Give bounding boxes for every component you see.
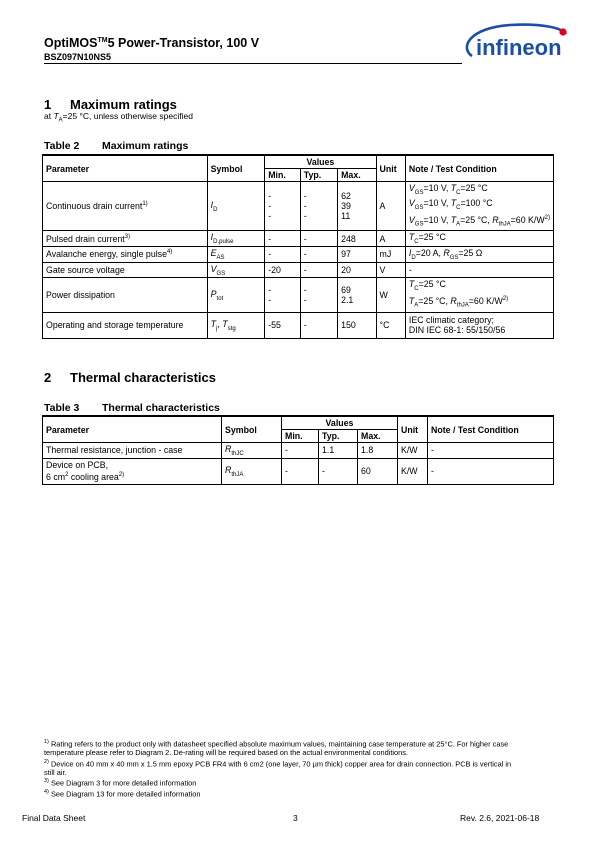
th-min: Min.: [282, 430, 319, 443]
footnote-ref: 2): [544, 214, 550, 221]
symbol: E: [210, 247, 217, 258]
table-row: [43, 312, 554, 338]
th-typ: Typ.: [319, 430, 358, 443]
th-parameter: Parameter: [43, 155, 208, 182]
value: -: [303, 191, 307, 202]
param-cell: [43, 231, 208, 247]
note-line: IEC climatic category;: [408, 315, 494, 326]
symbol-sub: AS: [216, 254, 225, 261]
sub: C: [456, 204, 461, 211]
table-row: [43, 262, 554, 278]
footnote-mark: 2): [44, 758, 49, 765]
symbol: P: [210, 288, 217, 299]
param-cell: [43, 458, 222, 484]
unit-cell: A: [376, 231, 405, 247]
table3-title: Thermal characteristics: [102, 402, 220, 414]
text: =60 K/W: [468, 296, 503, 307]
maximum-ratings-table: [42, 154, 554, 339]
footnote: [44, 788, 514, 799]
symbol-cell: [222, 443, 282, 459]
symbol-sub: thJA: [231, 471, 244, 478]
table-row: [43, 231, 554, 247]
table3-label: Table 3: [44, 402, 80, 414]
sub: C: [456, 189, 461, 196]
unit-cell: °C: [376, 312, 405, 338]
text: =25 °C,: [460, 214, 493, 225]
text: =25 °C: [460, 183, 488, 193]
section2-number: 2: [44, 370, 52, 385]
text: =10 V,: [423, 214, 451, 225]
footnote-text: Device on 40 mm x 40 mm x 1.5 mm epoxy PCB FR4 with 6 cm2 (one layer, 70 µm thick) copper area for drain connection. PCB is vertical in still air.: [44, 759, 512, 777]
footer-doc-type: Final Data Sheet: [22, 813, 86, 823]
footnote: [44, 758, 514, 778]
typ-cell: [300, 182, 337, 231]
symbol-sub: stg: [227, 325, 236, 332]
note-line: DIN IEC 68-1: 55/150/56: [408, 325, 506, 336]
min-cell: -: [265, 231, 301, 247]
symbol-cell: [207, 278, 265, 312]
symbol: I: [210, 232, 214, 243]
text: =25 °C,: [418, 296, 451, 307]
min-cell: [265, 182, 301, 231]
footnote-ref: 1): [142, 201, 148, 208]
param-text: [46, 470, 218, 482]
min-cell: [265, 278, 301, 312]
title-product: OptiMOS: [44, 36, 98, 50]
sub: A: [414, 302, 419, 309]
max-cell: 248: [338, 231, 376, 247]
symbol: R: [225, 444, 232, 454]
th-note: Note / Test Condition: [405, 155, 553, 182]
value: -: [268, 295, 272, 306]
symbol-sub: tot: [216, 295, 224, 302]
sub: GS: [414, 189, 424, 196]
typ-cell: -: [300, 262, 337, 278]
th-values: Values: [265, 155, 376, 169]
typ-cell: 1.1: [319, 443, 358, 459]
th-min: Min.: [265, 169, 301, 182]
param-cell: Thermal resistance, junction - case: [43, 443, 222, 459]
note-cell: [405, 278, 553, 312]
footnote-ref: 2): [502, 296, 509, 303]
min-cell: -55: [265, 312, 301, 338]
max-cell: [338, 278, 376, 312]
cond-post: =25 °C, unless otherwise specified: [62, 111, 193, 121]
note-line: $V_{GS}=10$ V, $T_A=25$ °C, $R_{thJA}=60$ $K/W^{2)}$: [408, 214, 550, 228]
max-cell: 150: [338, 312, 376, 338]
section2-title: Thermal characteristics: [70, 370, 216, 385]
th-note: Note / Test Condition: [428, 416, 554, 443]
sub: GS: [449, 254, 459, 261]
text: =60 K/W: [510, 214, 545, 225]
footnote-mark: 4): [44, 789, 49, 796]
value: 39: [341, 201, 351, 212]
symbol-sep: ,: [217, 318, 223, 329]
value: -: [303, 295, 307, 306]
param-cell: Operating and storage temperature: [43, 312, 208, 338]
text: =10 V,: [423, 183, 451, 193]
note-cell: -: [405, 262, 553, 278]
table-row: [43, 458, 554, 484]
param-cell: [43, 182, 208, 231]
table-row: [43, 443, 554, 459]
symbol: R: [225, 464, 232, 475]
title-description: 5 Power-Transistor, 100 V: [107, 36, 260, 50]
footnote-mark: 1): [44, 739, 49, 745]
unit-cell: W: [376, 278, 405, 312]
revision-date: Rev. 2.6, 2021-06-18: [460, 813, 540, 823]
value: 69: [341, 285, 351, 296]
param-cell: Gate source voltage: [43, 262, 208, 278]
sub: GS: [414, 221, 424, 228]
infineon-logo: [458, 20, 572, 64]
min-cell: -: [282, 458, 319, 484]
note-cell: [405, 312, 553, 338]
footnotes: [44, 738, 514, 799]
symbol-sub: j: [216, 325, 218, 332]
th-unit: Unit: [376, 155, 405, 182]
value: -: [303, 285, 307, 296]
symbol: T: [210, 318, 217, 329]
symbol: V: [210, 263, 217, 274]
value: 62: [341, 191, 351, 202]
value: -: [268, 191, 272, 202]
param-cell: [43, 246, 208, 262]
text: =25 Ω: [458, 247, 483, 258]
unit-cell: K/W: [398, 458, 428, 484]
value: 2.1: [341, 295, 354, 306]
min-cell: -: [265, 246, 301, 262]
table-row: [43, 278, 554, 312]
footnote-mark: 3): [44, 778, 49, 785]
typ-cell: -: [300, 246, 337, 262]
symbol-sub: thJC: [231, 450, 244, 457]
note-cell: $I_D=20$ A, $R_{GS}=25$ Ω: [405, 246, 553, 262]
footnote-ref: 3): [124, 233, 131, 240]
th-typ: Typ.: [300, 169, 337, 182]
th-max: Max.: [338, 169, 376, 182]
table2-label: Table 2: [44, 140, 80, 152]
table-row: [43, 246, 554, 262]
cond-var: T: [53, 111, 59, 121]
footnote-ref: 4): [166, 249, 173, 256]
value: -: [303, 211, 307, 222]
symbol-cell: [207, 231, 265, 247]
document-title: [44, 36, 259, 50]
note-line: $V_{GS}=10$ V, $T_C=100$ °C: [408, 197, 493, 211]
value: -: [268, 211, 272, 222]
th-parameter: Parameter: [43, 416, 222, 443]
sub: C: [414, 238, 419, 245]
symbol-cell: [207, 246, 265, 262]
typ-cell: -: [300, 312, 337, 338]
footnote-text: Rating refers to the product only with datasheet specified absolute maximum values, maintaining case temperature at 25°C. For higher case temperature please refer to Diagram 2. De-rating will be required based on the actual environmental conditions.: [44, 739, 509, 758]
symbol-cell: [207, 262, 265, 278]
section1-title: Maximum ratings: [70, 97, 177, 112]
param-text: Avalanche energy, single pulse: [46, 249, 167, 260]
typ-cell: -: [300, 231, 337, 247]
sub: D: [411, 254, 416, 261]
note-line: $T_A=25$ °C, $R_{thJA}=60$ $K/W^{2)}$: [408, 296, 509, 309]
sub: thJA: [456, 302, 469, 309]
typ-cell: [300, 278, 337, 312]
th-symbol: Symbol: [222, 416, 282, 443]
part-number: BSZ097N10NS5: [44, 52, 112, 62]
max-cell: 97: [338, 246, 376, 262]
param-text: Device on PCB,: [46, 460, 109, 471]
table-row: [43, 182, 554, 231]
value: 11: [341, 211, 351, 222]
unit-cell: K/W: [398, 443, 428, 459]
thermal-characteristics-table: [42, 415, 554, 485]
note-cell: -: [428, 443, 554, 459]
max-cell: 60: [358, 458, 398, 484]
note-cell: -: [428, 458, 554, 484]
cond-sub: A: [58, 117, 63, 124]
sub: C: [414, 286, 419, 293]
footnote: [44, 738, 514, 758]
symbol-sub: D,pulse: [213, 238, 234, 245]
value: -: [303, 201, 307, 212]
text: 6 cm: [46, 472, 66, 483]
sub: A: [456, 221, 461, 228]
sub: thJA: [498, 221, 511, 228]
text: =20 A,: [415, 247, 444, 258]
table2-caption: [44, 140, 188, 152]
section1-heading: [44, 97, 177, 112]
unit-cell: V: [376, 262, 405, 278]
symbol-cell: [207, 182, 265, 231]
table2-title: Maximum ratings: [102, 140, 189, 152]
th-symbol: Symbol: [207, 155, 265, 182]
symbol-sub: D: [213, 206, 218, 213]
footnote-text: See Diagram 13 for more detailed information: [48, 789, 201, 799]
footnote-text: See Diagram 3 for more detailed information: [48, 778, 197, 788]
param-text: Pulsed drain current: [46, 233, 125, 244]
symbol-sub: GS: [216, 270, 226, 277]
text: =100 °C: [460, 197, 493, 208]
th-values: Values: [282, 416, 398, 430]
param-text: Continuous drain current: [46, 201, 143, 212]
symbol-cell: [207, 312, 265, 338]
note-line: $T_C=25$ °C: [408, 279, 446, 293]
max-cell: 20: [338, 262, 376, 278]
text: =25 °C: [418, 232, 446, 243]
note-line: $V_{GS}=10$ V, $T_C=25$ °C: [408, 183, 488, 196]
min-cell: -: [282, 443, 319, 459]
min-cell: -20: [265, 262, 301, 278]
th-max: Max.: [358, 430, 398, 443]
section1-number: 1: [44, 97, 52, 112]
value: -: [268, 285, 272, 296]
symbol: I: [210, 199, 214, 210]
max-cell: [338, 182, 376, 231]
value: -: [268, 201, 272, 212]
page-number: 3: [293, 813, 298, 823]
typ-cell: -: [319, 458, 358, 484]
table3-caption: [44, 402, 220, 414]
text: =25 °C: [418, 279, 446, 290]
footnote-ref: 2): [118, 472, 125, 479]
logo-wordmark: infineon: [476, 35, 562, 60]
title-trademark: TM: [97, 36, 108, 44]
text: =10 V,: [423, 197, 451, 208]
header-divider: [44, 63, 462, 64]
unit-cell: A: [376, 182, 405, 231]
note-cell: $T_C=25$ °C: [405, 231, 553, 247]
note-cell: [405, 182, 553, 231]
unit-cell: mJ: [376, 246, 405, 262]
sub: GS: [414, 204, 424, 211]
max-cell: 1.8: [358, 443, 398, 459]
th-unit: Unit: [398, 416, 428, 443]
footnote: [44, 777, 514, 788]
cond-pre: at: [44, 111, 54, 121]
text: cooling area: [68, 472, 119, 483]
symbol-cell: [222, 458, 282, 484]
superscript: 2: [65, 472, 69, 479]
section1-conditions: [44, 111, 193, 124]
symbol: T: [222, 318, 228, 329]
param-cell: Power dissipation: [43, 278, 208, 312]
section2-heading: [44, 370, 216, 385]
